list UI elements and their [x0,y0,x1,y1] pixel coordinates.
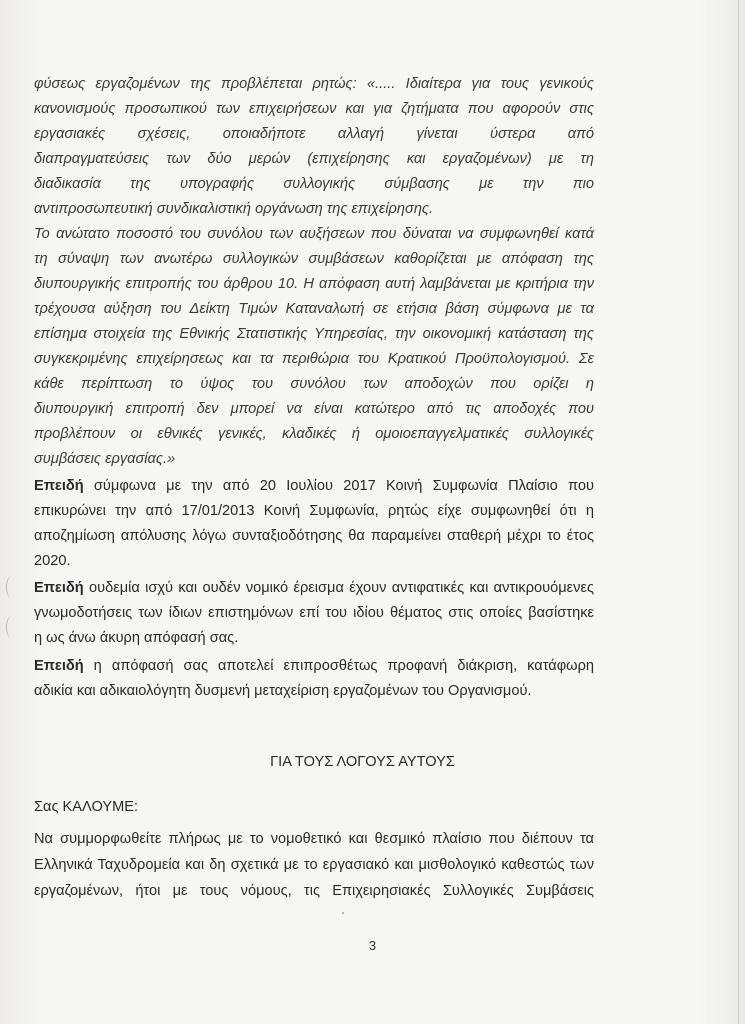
final-line: Να συμμορφωθείτε πλήρως με το νομοθετικό και θεσμικό πλαίσιο που διέπουν τα [34,831,594,847]
call-to-action-line [34,799,138,815]
quote-line: κάθε περίπτωση το ύψος του συνόλου των αποδοχών που ορίζει η [34,376,594,392]
section-heading [0,754,745,770]
final-line: εργαζομένων, ήτοι με τους νόμους, τις Επιχειρησιακές Συλλογικές Συμβάσεις [34,883,594,899]
scan-edge-line [738,0,739,1024]
paragraph-line: η ως άνω άκυρη απόφασή σας. [34,630,239,646]
quote-line: τρέχουσα αύξηση του Δείκτη Τιμών Καταναλωτή σε ετήσια βάση σύμφωνα με τα [34,301,594,317]
quote-line: προβλέπουν οι εθνικές γενικές, κλαδικές ή ομοιοεπαγγελματικές συλλογικές [34,426,594,442]
scan-margin-mark [6,616,17,638]
paragraph-line: αποζημίωση απόλυσης λόγω συνταξιοδότησης θα παραμείνει σταθερή μέχρι το έτος [34,528,594,544]
call-emphasis: ΚΑΛΟΥΜΕ: [62,799,139,815]
quote-line: αντιπροσωπευτική συνδικαλιστική οργάνωση της επιχείρησης. [34,201,434,217]
paragraph-lead: Επειδή [34,580,84,596]
quote-line: διαπραγματεύσεις των δύο μερών (επιχείρησης και εργαζομένων) με τη [34,151,594,167]
quote-line: διαδικασία της υπογραφής συλλογικής σύμβασης με την πιο [34,176,594,192]
quote-line: επίσημα στοιχεία της Εθνικής Στατιστικής Υπηρεσίας, την οικονομική κατάσταση της [34,326,594,342]
paragraph-line: αδικία και αδικαιολόγητη δυσμενή μεταχείριση εργαζομένων του Οργανισμού. [34,683,532,699]
paragraph-discrimination [34,654,594,704]
scan-speck [342,912,344,914]
paragraph-contradictory-opinions [34,576,594,651]
paragraph-line: γνωμοδοτήσεις των ίδιων επιστημόνων επί του ιδίου θέματος στις οποίες βασίστηκε [34,605,594,621]
quote-line: διυπουργική επιτροπή δεν μπορεί να είναι κατώτερο από τις αποδοχές που [34,401,594,417]
paragraph-pension-compensation [34,474,594,574]
call-prefix: Σας [34,799,63,815]
quote-line: συμβάσεις εργασίας.» [34,451,176,467]
compliance-request-text [34,826,594,904]
quote-line: κανονισμούς προσωπικού των επιχειρήσεων και για ζητήματα που αφορούν στις [34,101,594,117]
paragraph-line: η απόφασή σας αποτελεί επιπροσθέτως προφανή διάκριση, κατάφωρη [83,658,594,674]
quote-line: τη σύναψη των ανωτέρω συλλογικών συμβάσεων καθορίζεται με απόφαση της [34,251,594,267]
final-line: Ελληνικά Ταχυδρομεία και δη σχετικά με το εργασιακό και μισθολογικό καθεστώς των [34,857,594,873]
paragraph-line: 2020. [34,553,71,569]
quote-line: εργασιακές σχέσεις, οποιαδήποτε αλλαγή γίνεται ύστερα από [34,126,594,142]
quote-line: Το ανώτατο ποσοστό του συνόλου των αυξήσεων που δύναται να συμφωνηθεί κατά [34,226,594,242]
paragraph-line: σύμφωνα με την από 20 Ιουλίου 2017 Κοινή Συμφωνία Πλαίσιο που [83,478,594,494]
paragraph-line: ουδεμία ισχύ και ουδέν νομικό έρεισμα έχουν αντιφατικές και αντικρουόμενες [83,580,594,596]
paragraph-lead: Επειδή [34,658,84,674]
quote-line: φύσεως εργαζομένων της προβλέπεται ρητώς: «..... Ιδιαίτερα για τους γενικούς [34,76,594,92]
quote-line: συγκεκριμένης επιχείρησεως και τα περιθώρια του Κρατικού Προϋπολογισμού. Σε [34,351,594,367]
page-number: 3 [368,938,377,953]
quote-line: διυπουργικής επιτροπής του άρθρου 10. Η απόφαση αυτή λαμβάνεται με κριτήρια την [34,276,594,292]
scan-margin-mark [6,576,17,598]
section-heading-text: ΓΙΑ ΤΟΥΣ ΛΟΓΟΥΣ ΑΥΤΟΥΣ [270,754,455,770]
paragraph-line: επικυρώνει την από 17/01/2013 Κοινή Συμφωνία, ρητώς είχε συμφωνηθεί ότι η [34,503,594,519]
quoted-law-text [34,72,594,472]
paragraph-lead: Επειδή [34,478,84,494]
